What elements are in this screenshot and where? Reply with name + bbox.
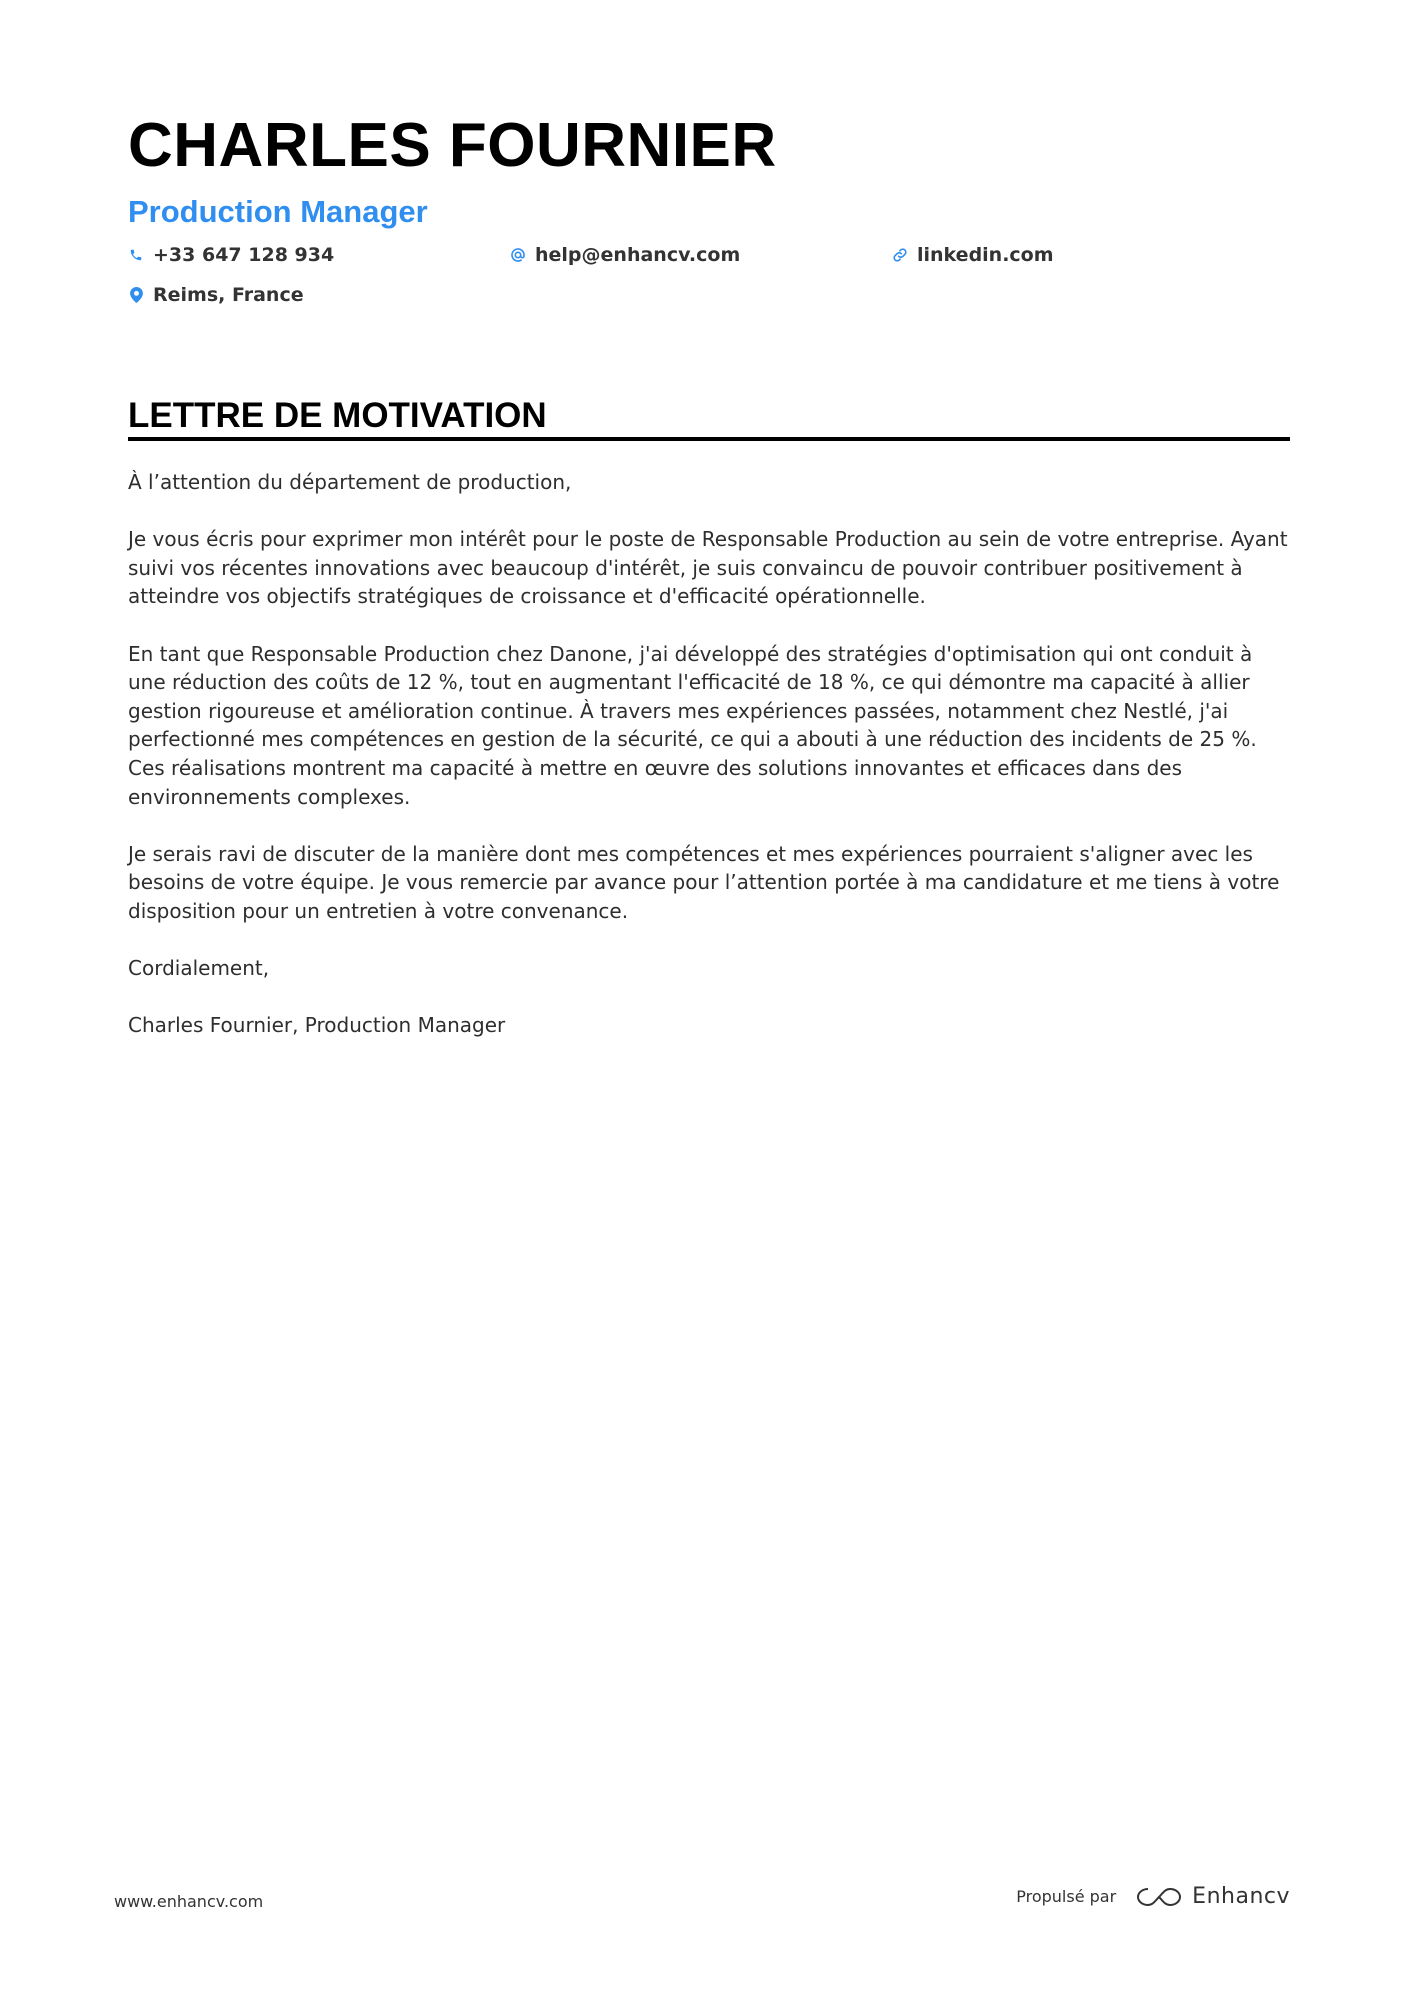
candidate-name: CHARLES FOURNIER bbox=[128, 111, 777, 180]
letter-paragraph-3: Je serais ravi de discuter de la manière dont mes compétences et mes expériences pourraient s'aligner avec les besoins de votre équipe. Je vous remercie par avance pour l’attention portée à ma candidature et me tiens à votre disposition pour un entretien à votre convenance. bbox=[128, 841, 1280, 923]
footer-brand[interactable] bbox=[1016, 1884, 1290, 1909]
contact-phone bbox=[128, 242, 334, 268]
heading-divider bbox=[128, 437, 1290, 441]
phone-icon bbox=[128, 246, 144, 264]
enhancv-brand-name: Enhancv bbox=[1192, 1884, 1290, 1909]
footer-url[interactable]: www.enhancv.com bbox=[114, 1892, 264, 1911]
section-heading: LETTRE DE MOTIVATION bbox=[128, 396, 547, 435]
enhancv-logo-icon bbox=[1136, 1885, 1182, 1909]
letter-paragraph-2: En tant que Responsable Production chez Danone, j'ai développé des stratégies d'optimisation qui ont conduit à une réduction des coûts de 12 %, tout en augmentant l'efficacité de 18 %, ce qui démontre ma capacité à allier gestion rigoureuse et amélioration continue. À travers mes expériences passées, notamment chez Nestlé, j'ai perfectionné mes compétences en gestion de la sécurité, ce qui a abouti à une réduction des incidents de 25 %. Ces réalisations montrent ma capacité à mettre en œuvre des solutions innovantes et efficaces dans des environnements complexes. bbox=[128, 641, 1257, 809]
contact-email[interactable] bbox=[510, 242, 740, 268]
candidate-title: Production Manager bbox=[128, 194, 428, 229]
at-icon bbox=[510, 246, 526, 264]
contact-email-text: help@enhancv.com bbox=[535, 244, 741, 266]
contact-phone-text: +33 647 128 934 bbox=[153, 244, 335, 266]
contact-location-text: Reims, France bbox=[153, 284, 304, 306]
letter-body bbox=[128, 468, 1290, 1068]
link-icon bbox=[892, 246, 908, 264]
location-pin-icon bbox=[128, 286, 144, 304]
letter-paragraph-1: Je vous écris pour exprimer mon intérêt pour le poste de Responsable Production au sein de votre entreprise. Ayant suivi vos récentes innovations avec beaucoup d'intérêt, je suis convaincu de pouvoir contribuer positivement à atteindre vos objectifs stratégiques de croissance et d'efficacité opérationnelle. bbox=[128, 527, 1288, 609]
contact-location bbox=[128, 282, 304, 308]
letter-salutation: À l’attention du département de production, bbox=[128, 470, 572, 494]
letter-closing: Cordialement, bbox=[128, 956, 270, 981]
contact-linkedin-text: linkedin.com bbox=[917, 244, 1054, 266]
powered-by-label: Propulsé par bbox=[1016, 1887, 1117, 1906]
contact-linkedin[interactable] bbox=[892, 242, 1054, 268]
letter-signature: Charles Fournier, Production Manager bbox=[128, 1013, 506, 1038]
